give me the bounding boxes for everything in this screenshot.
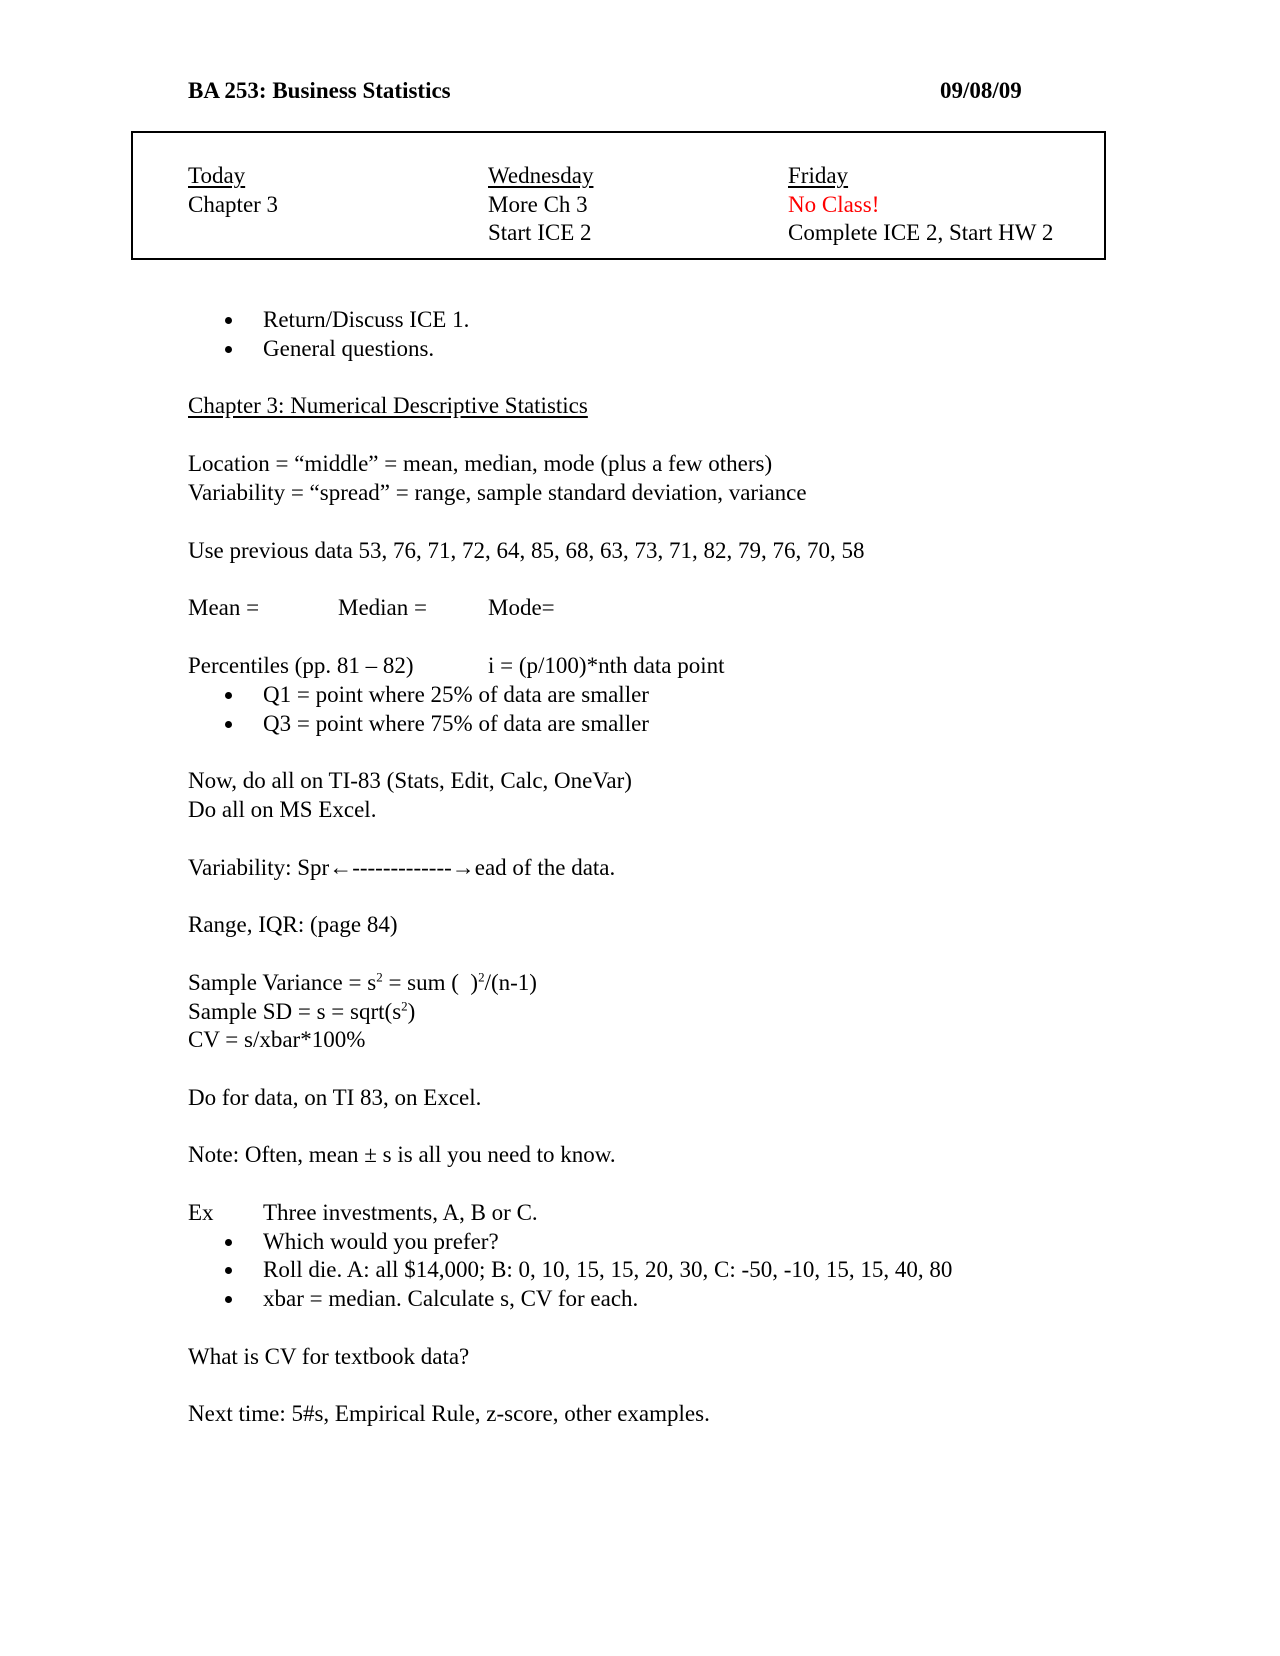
example-text: Three investments, A, B or C.	[263, 1200, 538, 1225]
example-bullet-2: Roll die. A: all $14,000; B: 0, 10, 15, 15, 20, 30, C: -50, -10, 15, 15, 40, 80	[263, 1257, 953, 1282]
percentiles-label: Percentiles (pp. 81 – 82)	[188, 653, 414, 678]
friday-no-class: No Class!	[788, 192, 880, 217]
q1-bullet: Q1 = point where 25% of data are smaller	[263, 682, 649, 707]
location-line: Location = “middle” = mean, median, mode (plus a few others)	[188, 451, 773, 476]
do-for-line: Do for data, on TI 83, on Excel.	[188, 1085, 482, 1110]
variance-middle: = sum ( )	[382, 970, 479, 995]
percentile-formula: i = (p/100)*nth data point	[488, 653, 725, 678]
range-line: Range, IQR: (page 84)	[188, 912, 398, 937]
variance-formula	[188, 969, 537, 997]
wednesday-topic-1: More Ch 3	[488, 192, 588, 217]
data-line: Use previous data 53, 76, 71, 72, 64, 85, 68, 63, 73, 71, 82, 79, 76, 70, 58	[188, 538, 865, 563]
sd-sup: 2	[401, 998, 408, 1014]
friday-heading: Friday	[788, 163, 849, 188]
mean-label: Mean =	[188, 595, 260, 620]
variance-sup-2: 2	[478, 969, 485, 985]
sd-formula	[188, 998, 415, 1026]
ti83-line: Now, do all on TI-83 (Stats, Edit, Calc, OneVar)	[188, 768, 632, 793]
sd-suffix: )	[407, 999, 416, 1024]
q3-bullet: Q3 = point where 75% of data are smaller	[263, 711, 649, 736]
bullet-marker	[225, 317, 232, 324]
bullet-marker	[225, 1267, 232, 1274]
variance-sup-1: 2	[376, 969, 383, 985]
right-arrow-icon: →	[451, 855, 475, 880]
intro-bullet-1: Return/Discuss ICE 1.	[263, 307, 470, 332]
wednesday-topic-2: Start ICE 2	[488, 220, 592, 245]
course-title: BA 253: Business Statistics	[188, 78, 451, 103]
variability-line: Variability = “spread” = range, sample standard deviation, variance	[188, 480, 807, 505]
spread-dashes: -------------	[352, 855, 452, 880]
spread-line	[188, 854, 615, 882]
mode-label: Mode=	[488, 595, 555, 620]
today-heading: Today	[188, 163, 246, 188]
cv-question: What is CV for textbook data?	[188, 1344, 470, 1369]
bullet-marker	[225, 346, 232, 353]
wednesday-heading: Wednesday	[488, 163, 594, 188]
example-bullet-1: Which would you prefer?	[263, 1229, 499, 1254]
left-arrow-icon: ←	[329, 855, 353, 880]
spread-prefix: Variability: Spr	[188, 855, 330, 880]
median-label: Median =	[338, 595, 427, 620]
example-bullet-3: xbar = median. Calculate s, CV for each.	[263, 1286, 639, 1311]
bullet-marker	[225, 1296, 232, 1303]
variance-prefix: Sample Variance = s	[188, 970, 377, 995]
variance-suffix: /(n-1)	[484, 970, 537, 995]
friday-topic: Complete ICE 2, Start HW 2	[788, 220, 1054, 245]
cv-formula: CV = s/xbar*100%	[188, 1027, 366, 1052]
note-line: Note: Often, mean ± s is all you need to know.	[188, 1142, 616, 1167]
chapter-heading: Chapter 3: Numerical Descriptive Statistics	[188, 393, 588, 418]
excel-line: Do all on MS Excel.	[188, 797, 377, 822]
bullet-marker	[225, 1239, 232, 1246]
spread-suffix: ead of the data.	[474, 855, 616, 880]
bullet-marker	[225, 721, 232, 728]
example-label: Ex	[188, 1200, 214, 1225]
document-date: 09/08/09	[940, 78, 1022, 103]
today-topic: Chapter 3	[188, 192, 279, 217]
sd-prefix: Sample SD = s = sqrt(s	[188, 999, 402, 1024]
next-time-line: Next time: 5#s, Empirical Rule, z-score, other examples.	[188, 1401, 710, 1426]
intro-bullet-2: General questions.	[263, 336, 435, 361]
bullet-marker	[225, 692, 232, 699]
